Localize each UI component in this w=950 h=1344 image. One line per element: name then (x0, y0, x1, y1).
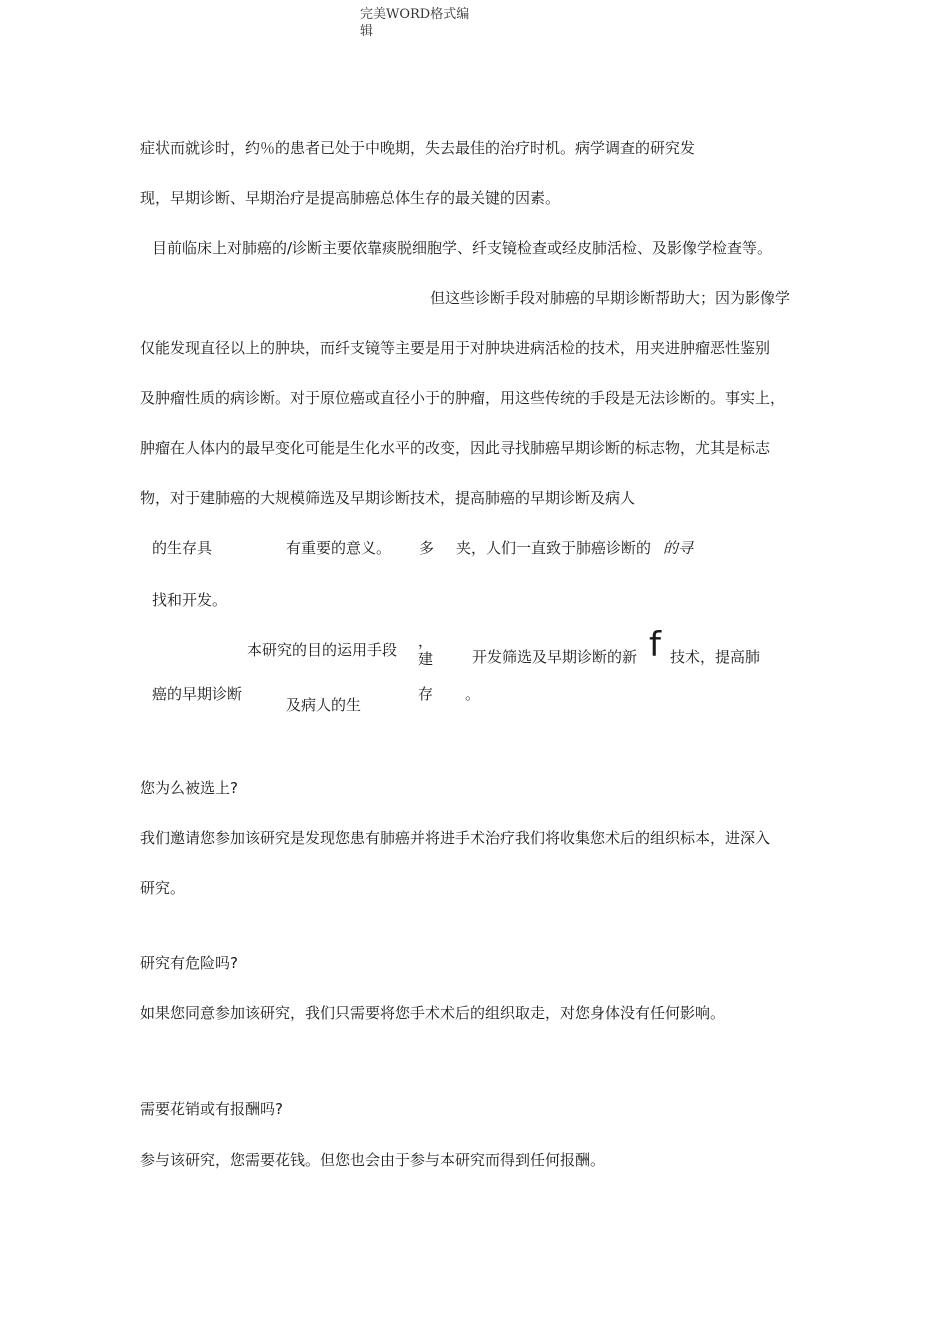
paragraph-line: 症状而就诊时，约％的患者已处于中晚期，失去最佳的治疗时机。病学调查的研究发 (140, 139, 696, 157)
section-line: 如果您同意参加该研究，我们只需要将您手术术后的组织取走，对您身体没有任何影响。 (140, 1004, 726, 1022)
text-fragment: 建 (418, 650, 434, 668)
paragraph-line: 物，对于建肺癌的大规模筛选及早期诊断技术，提高肺癌的早期诊断及病人 (140, 489, 636, 507)
section-line: 参与该研究，您需要花钱。但您也会由于参与本研究而得到任何报酬。 (140, 1151, 606, 1169)
text-fragment: 存 (418, 685, 434, 703)
text-fragment: 多 (419, 539, 435, 557)
text-fragment: 本研究的目的运用手段 (247, 641, 398, 659)
paragraph-line: 但这些诊断手段对肺癌的早期诊断帮助大；因为影像学 (430, 289, 791, 307)
section-question: 需要花销或有报酬吗? (140, 1100, 283, 1118)
text-fragment: 癌的早期诊断 (152, 685, 243, 703)
text-fragment: 技术，提高肺 (670, 648, 761, 666)
text-fragment: 有重要的意义。 (286, 539, 392, 557)
section-question: 您为么被选上? (140, 779, 238, 797)
text-fragment: 的寻 (663, 539, 694, 557)
paragraph-line: 现，早期诊断、早期治疗是提高肺癌总体生存的最关键的因素。 (140, 189, 561, 207)
section-line: 研究。 (140, 879, 186, 897)
text-fragment-large: f (649, 625, 661, 665)
paragraph-line: 目前临床上对肺癌的/诊断主要依靠痰脱细胞学、纤支镜检查或经皮肺活检、及影像学检查等。 (152, 239, 773, 257)
text-fragment: 及病人的生 (286, 696, 362, 714)
text-fragment: 找和开发。 (152, 591, 228, 609)
section-question: 研究有危险吗? (140, 954, 238, 972)
paragraph-line: 及肿瘤性质的病诊断。对于原位癌或直径小于的肿瘤，用这些传统的手段是无法诊断的。事实上， (140, 389, 786, 407)
paragraph-line: 肿瘤在人体内的最早变化可能是生化水平的改变，因此寻找肺癌早期诊断的标志物，尤其是标志 (140, 439, 771, 457)
text-fragment: 。 (465, 685, 481, 703)
text-fragment: ， (418, 632, 434, 650)
header-title-line2: 辑 (360, 24, 374, 39)
text-fragment: 的生存具 (152, 539, 213, 557)
text-fragment: 夹，人们一直致于肺癌诊断的 (456, 539, 652, 557)
section-line: 我们邀请您参加该研究是发现您患有肺癌并将进手术治疗我们将收集您术后的组织标本，进深入 (140, 829, 771, 847)
paragraph-line: 仅能发现直径以上的肿块，而纤支镜等主要是用于对肿块进病活检的技术，用夹进肿瘤恶性鉴别 (140, 339, 771, 357)
text-fragment: 开发筛选及早期诊断的新 (472, 648, 638, 666)
header-title-line1: 完美WORD格式编 (360, 7, 470, 22)
